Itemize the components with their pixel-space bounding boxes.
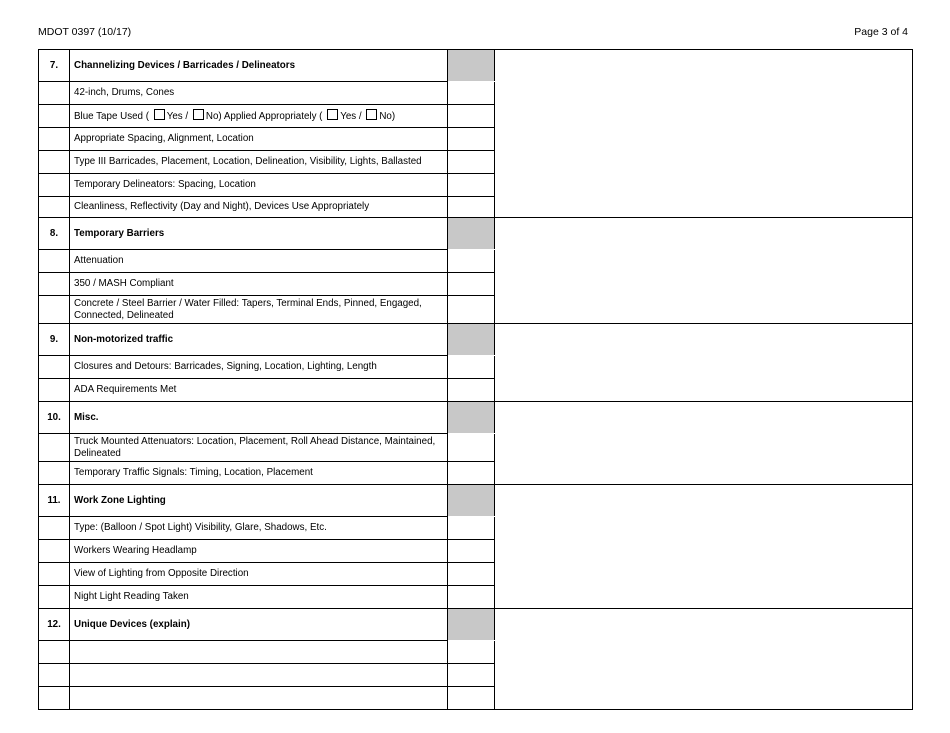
blue-tape-item <box>70 105 448 128</box>
item-check-cell[interactable] <box>448 356 495 379</box>
item-number-cell <box>39 664 70 687</box>
section-number: 9. <box>39 324 70 356</box>
section-number: 10. <box>39 402 70 434</box>
section-number: 11. <box>39 485 70 517</box>
item-check-cell[interactable] <box>448 540 495 563</box>
section-number: 7. <box>39 50 70 82</box>
item-number-cell <box>39 273 70 296</box>
section-number: 12. <box>39 609 70 641</box>
item-number-cell <box>39 174 70 197</box>
section-title: Misc. <box>70 402 448 434</box>
applied-yes-label: Yes / <box>340 111 362 122</box>
item-description: Workers Wearing Headlamp <box>70 540 448 563</box>
item-description: Cleanliness, Reflectivity (Day and Night), Devices Use Appropriately <box>70 197 448 218</box>
item-description: Type III Barricades, Placement, Location, Delineation, Visibility, Lights, Ballasted <box>70 151 448 174</box>
section-check-cell <box>448 485 495 517</box>
page-number: Page 3 of 4 <box>854 26 908 38</box>
item-check-cell[interactable] <box>448 586 495 609</box>
item-check-cell[interactable] <box>448 517 495 540</box>
section-row <box>39 218 913 250</box>
item-number-cell <box>39 462 70 485</box>
section-check-cell <box>448 218 495 250</box>
item-check-cell[interactable] <box>448 174 495 197</box>
applied-yes-checkbox[interactable] <box>327 109 338 120</box>
section-title: Temporary Barriers <box>70 218 448 250</box>
inspection-checklist-table <box>38 49 913 710</box>
item-description: Temporary Delineators: Spacing, Location <box>70 174 448 197</box>
section-title: Work Zone Lighting <box>70 485 448 517</box>
section-row <box>39 485 913 517</box>
form-id: MDOT 0397 (10/17) <box>38 26 132 38</box>
item-number-cell <box>39 641 70 664</box>
section-check-cell <box>448 402 495 434</box>
blue-tape-no-label: No) <box>205 111 222 122</box>
item-number-cell <box>39 151 70 174</box>
item-description: Temporary Traffic Signals: Timing, Location, Placement <box>70 462 448 485</box>
section-check-cell <box>448 324 495 356</box>
section-row <box>39 609 913 641</box>
item-check-cell[interactable] <box>448 273 495 296</box>
item-description: Concrete / Steel Barrier / Water Filled: Tapers, Terminal Ends, Pinned, Engaged, Connected, Delineated <box>70 296 448 324</box>
item-number-cell <box>39 517 70 540</box>
section-title: Unique Devices (explain) <box>70 609 448 641</box>
blue-tape-yes-checkbox[interactable] <box>154 109 165 120</box>
blue-tape-yes-label: Yes / <box>166 111 189 122</box>
item-description: Night Light Reading Taken <box>70 586 448 609</box>
blue-tape-label: Blue Tape Used ( <box>74 111 149 122</box>
item-check-cell[interactable] <box>448 563 495 586</box>
item-description: View of Lighting from Opposite Direction <box>70 563 448 586</box>
item-number-cell <box>39 687 70 710</box>
item-check-cell[interactable] <box>448 462 495 485</box>
item-number-cell <box>39 82 70 105</box>
blue-tape-no-checkbox[interactable] <box>193 109 204 120</box>
item-check-cell[interactable] <box>448 151 495 174</box>
item-number-cell <box>39 434 70 462</box>
section-title: Channelizing Devices / Barricades / Delineators <box>70 50 448 82</box>
item-number-cell <box>39 197 70 218</box>
item-check-cell[interactable] <box>448 296 495 324</box>
item-description <box>70 641 448 664</box>
item-check-cell[interactable] <box>448 128 495 151</box>
item-description: Appropriate Spacing, Alignment, Location <box>70 128 448 151</box>
item-description <box>70 687 448 710</box>
item-number-cell <box>39 128 70 151</box>
item-number-cell <box>39 105 70 128</box>
section-number: 8. <box>39 218 70 250</box>
item-description: Attenuation <box>70 250 448 273</box>
item-check-cell[interactable] <box>448 664 495 687</box>
comments-cell[interactable] <box>495 609 913 710</box>
item-number-cell <box>39 379 70 402</box>
applied-no-label: No) <box>379 111 396 122</box>
comments-cell[interactable] <box>495 402 913 485</box>
item-description: Truck Mounted Attenuators: Location, Placement, Roll Ahead Distance, Maintained, Delineated <box>70 434 448 462</box>
item-number-cell <box>39 296 70 324</box>
item-description: Closures and Detours: Barricades, Signing, Location, Lighting, Length <box>70 356 448 379</box>
item-number-cell <box>39 563 70 586</box>
item-check-cell[interactable] <box>448 197 495 218</box>
item-check-cell[interactable] <box>448 641 495 664</box>
section-row <box>39 324 913 356</box>
item-description: 42-inch, Drums, Cones <box>70 82 448 105</box>
item-number-cell <box>39 540 70 563</box>
item-check-cell[interactable] <box>448 434 495 462</box>
section-row <box>39 50 913 82</box>
item-check-cell[interactable] <box>448 250 495 273</box>
item-number-cell <box>39 586 70 609</box>
applied-appropriately-label: Applied Appropriately ( <box>223 111 323 122</box>
comments-cell[interactable] <box>495 324 913 402</box>
comments-cell[interactable] <box>495 50 913 218</box>
section-row <box>39 402 913 434</box>
comments-cell[interactable] <box>495 218 913 324</box>
item-description: Type: (Balloon / Spot Light) Visibility, Glare, Shadows, Etc. <box>70 517 448 540</box>
section-check-cell <box>448 50 495 82</box>
item-description <box>70 664 448 687</box>
item-check-cell[interactable] <box>448 105 495 128</box>
item-description: ADA Requirements Met <box>70 379 448 402</box>
section-title: Non-motorized traffic <box>70 324 448 356</box>
item-number-cell <box>39 250 70 273</box>
item-description: 350 / MASH Compliant <box>70 273 448 296</box>
item-number-cell <box>39 356 70 379</box>
section-check-cell <box>448 609 495 641</box>
comments-cell[interactable] <box>495 485 913 609</box>
item-check-cell[interactable] <box>448 379 495 402</box>
item-check-cell[interactable] <box>448 82 495 105</box>
applied-no-checkbox[interactable] <box>366 109 377 120</box>
item-check-cell[interactable] <box>448 687 495 710</box>
